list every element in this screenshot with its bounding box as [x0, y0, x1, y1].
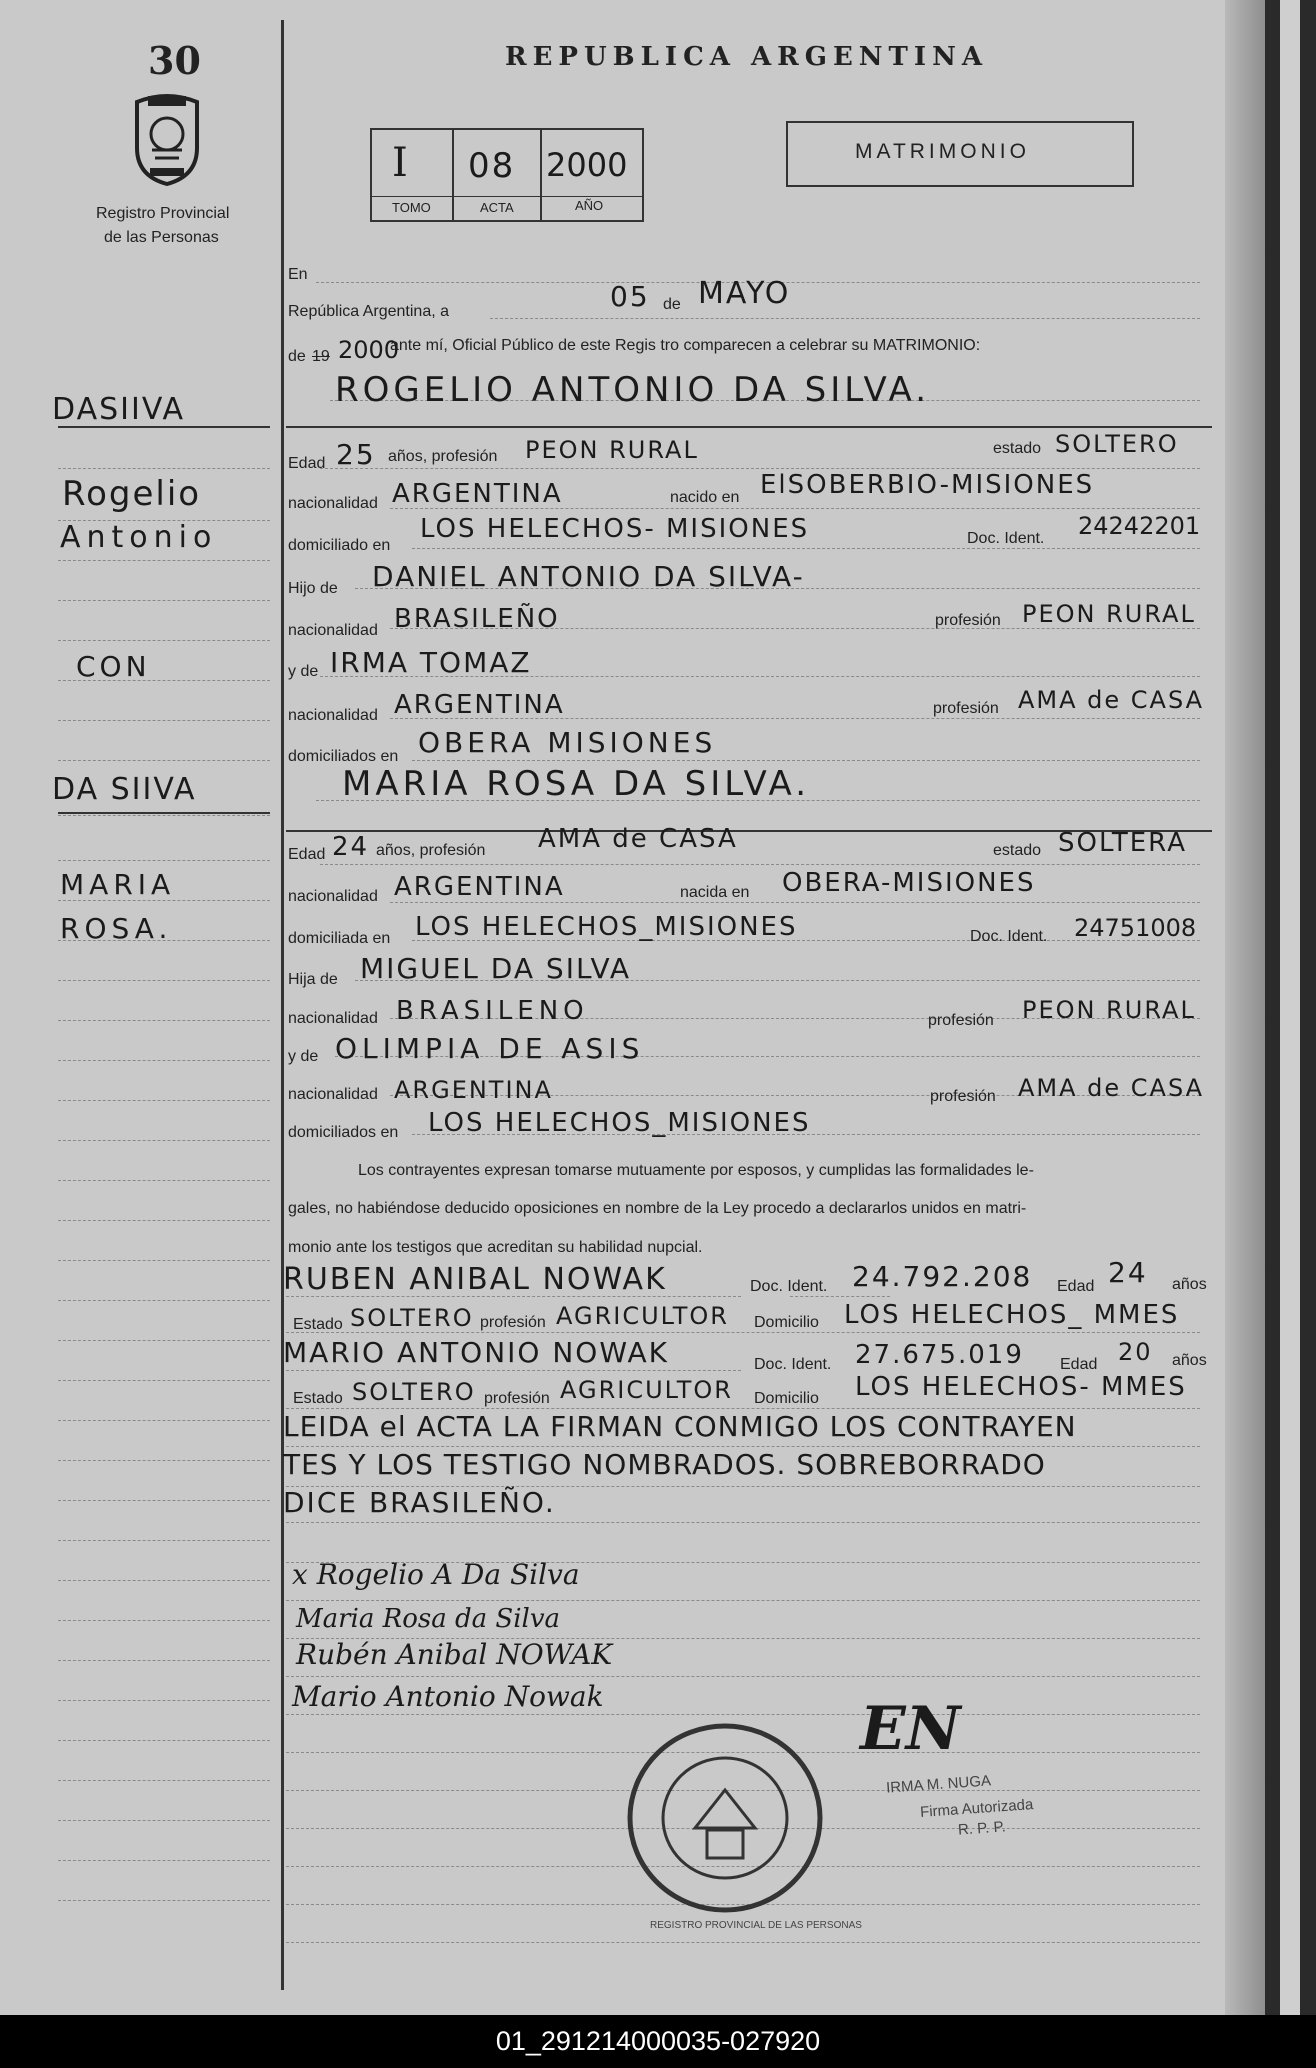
marriage-month: MAYO [698, 276, 791, 311]
bride-padre-nac-label: nacionalidad [288, 1010, 378, 1027]
year-struck: 19 [312, 348, 330, 365]
groom-doms: OBERA MISIONES [418, 726, 717, 759]
groom-padre-prof: PEON RURAL [1022, 600, 1196, 628]
witness2-prof-label: profesión [484, 1390, 550, 1407]
groom-nac-label: nacionalidad [288, 495, 378, 512]
bride-doc-label: Doc. Ident. [970, 928, 1048, 945]
bride-madre-prof: AMA de CASA [1018, 1074, 1205, 1102]
groom-edad-label: Edad [288, 455, 326, 472]
margin-given-1b: Antonio [60, 520, 218, 555]
official-name: IRMA M. NUGA [885, 1772, 992, 1797]
bride-padre-nac: BRASILENO [396, 996, 589, 1026]
bride-nac-label: nacionalidad [288, 888, 378, 905]
witness2-doc: 27.675.019 [855, 1340, 1024, 1370]
witness2-name: MARIO ANTONIO NOWAK [283, 1336, 670, 1369]
bride-edad: 24 [332, 832, 370, 862]
tomo-value: I [392, 140, 410, 186]
bride-profesion: AMA de CASA [538, 824, 738, 854]
marriage-year: 2000 [338, 336, 400, 364]
official-title: Firma Autorizada [919, 1796, 1034, 1821]
bride-doms-label: domiciliados en [288, 1124, 399, 1141]
next-page-edge [1280, 0, 1300, 2015]
groom-nacido-label: nacido en [670, 489, 740, 506]
groom-padre-prof-label: profesión [935, 612, 1001, 629]
groom-nacionalidad: ARGENTINA [392, 479, 563, 509]
groom-estado-label: estado [993, 440, 1042, 457]
witness1-name: RUBEN ANIBAL NOWAK [283, 1262, 667, 1297]
bride-doc: 24751008 [1074, 914, 1197, 942]
bride-signature: Maria Rosa da Silva [296, 1604, 561, 1634]
groom-padre-nac: BRASILEÑO [394, 604, 560, 634]
bride-dom-label: domiciliada en [288, 930, 391, 947]
groom-doc: 24242201 [1078, 512, 1201, 540]
record-type: MATRIMONIO [855, 140, 1030, 163]
margin-divider [281, 20, 284, 1990]
bride-padre-prof: PEON RURAL [1022, 996, 1196, 1024]
acta-label: ACTA [480, 200, 514, 215]
page-shadow [1225, 0, 1265, 2015]
groom-yde-label: y de [288, 663, 319, 680]
intro-text: ante mí, Oficial Público de este Regis tro comparecen a celebrar su MATRIMONIO: [390, 337, 981, 354]
witness1-signature: Rubén Anibal NOWAK [296, 1638, 613, 1671]
tomo-label: TOMO [392, 200, 431, 215]
ano-value: 2000 [546, 146, 628, 184]
groom-madre-nac: ARGENTINA [394, 690, 565, 720]
statement-line-2: gales, no habiéndose deducido oposiciones en nombre de la Ley procedo a declararlos unidos en matri- [288, 1200, 1027, 1217]
witness2-estado-label: Estado [293, 1390, 343, 1407]
groom-hijo-label: Hijo de [288, 580, 338, 597]
bride-name: MARIA ROSA DA SILVA. [342, 764, 810, 804]
margin-given-2b: ROSA. [60, 912, 173, 945]
province-seal-icon [122, 88, 212, 188]
witness1-doc: 24.792.208 [852, 1260, 1033, 1293]
margin-surname-2: DA SIIVA [52, 772, 197, 807]
witness2-edad: 20 [1118, 1338, 1153, 1366]
groom-madre-nac-label: nacionalidad [288, 707, 378, 724]
registry-stamp [625, 1718, 825, 1918]
groom-name: ROGELIO ANTONIO DA SILVA. [335, 370, 931, 410]
stamp-text: REGISTRO PROVINCIAL DE LAS PERSONAS [650, 1920, 862, 1931]
witness1-estado-label: Estado [293, 1316, 343, 1333]
witness1-domicilio: LOS HELECHOS_ MMES [844, 1300, 1180, 1330]
de-label: de [663, 296, 681, 313]
witness2-domicilio: LOS HELECHOS- MMES [855, 1372, 1187, 1402]
country-title: REPUBLICA ARGENTINA [505, 42, 989, 72]
closing-line-3: DICE BRASILEÑO. [283, 1486, 556, 1519]
witness1-anos-label: años [1172, 1276, 1207, 1293]
bride-domicilio: LOS HELECHOS_MISIONES [415, 912, 798, 942]
witness1-profesion: AGRICULTOR [556, 1302, 729, 1330]
groom-anos-label: años, profesión [388, 448, 498, 465]
witness2-doc-label: Doc. Ident. [754, 1356, 832, 1373]
bride-madre-prof-label: profesión [930, 1088, 996, 1105]
witness2-edad-label: Edad [1060, 1356, 1098, 1373]
bride-nacida: OBERA-MISIONES [782, 868, 1036, 898]
groom-dom-label: domiciliado en [288, 537, 391, 554]
bride-estado: SOLTERA [1058, 828, 1187, 858]
ano-label: AÑO [575, 198, 604, 213]
groom-madre: IRMA TOMAZ [330, 646, 532, 679]
closing-line-1: LEIDA el ACTA LA FIRMAN CONMIGO LOS CONTRAYEN [283, 1410, 1077, 1443]
bride-anos-label: años, profesión [376, 842, 486, 859]
marriage-day: 05 [610, 280, 650, 313]
statement-line-1: Los contrayentes expresan tomarse mutuamente por esposos, y cumplidas las formalidades le- [358, 1162, 1034, 1179]
margin-surname-1: DASIIVA [52, 392, 185, 427]
statement-line-3: monio ante los testigos que acreditan su habilidad nupcial. [288, 1239, 703, 1256]
groom-domicilio: LOS HELECHOS- MISIONES [420, 514, 810, 544]
groom-profesion: PEON RURAL [525, 436, 699, 464]
official-signature: EN [860, 1694, 961, 1764]
bride-hija-label: Hija de [288, 971, 338, 988]
witness1-dom-label: Domicilio [754, 1314, 819, 1331]
groom-padre: DANIEL ANTONIO DA SILVA- [372, 560, 805, 593]
witness2-anos-label: años [1172, 1352, 1207, 1369]
bride-yde-label: y de [288, 1048, 319, 1065]
en-label: En [288, 266, 308, 283]
page-number: 30 [148, 38, 201, 83]
closing-line-2: TES Y LOS TESTIGO NOMBRADOS. SOBREBORRADO [283, 1448, 1046, 1481]
witness1-estado: SOLTERO [350, 1304, 474, 1332]
margin-given-2a: MARIA [60, 868, 176, 901]
bride-padre: MIGUEL DA SILVA [360, 952, 631, 985]
image-id-footer: 01_291214000035-027920 [0, 2015, 1316, 2068]
groom-doms-label: domiciliados en [288, 748, 399, 765]
republica-label: República Argentina, a [288, 303, 449, 320]
registry-name-2: de las Personas [104, 229, 219, 246]
acta-value: 08 [468, 146, 516, 186]
witness1-prof-label: profesión [480, 1314, 546, 1331]
witness1-edad: 24 [1108, 1256, 1148, 1289]
witness2-dom-label: Domicilio [754, 1390, 819, 1407]
bride-madre: OLIMPIA DE ASIS [335, 1032, 645, 1065]
bride-estado-label: estado [993, 842, 1042, 859]
margin-con: CON [76, 650, 151, 683]
bride-nacionalidad: ARGENTINA [394, 872, 565, 902]
groom-doc-label: Doc. Ident. [967, 530, 1045, 547]
de2-label: de [288, 348, 306, 365]
groom-madre-prof: AMA de CASA [1018, 686, 1205, 714]
bride-edad-label: Edad [288, 846, 326, 863]
witness2-profesion: AGRICULTOR [560, 1376, 733, 1404]
groom-estado: SOLTERO [1055, 430, 1179, 458]
witness2-estado: SOLTERO [352, 1378, 476, 1406]
witness1-doc-label: Doc. Ident. [750, 1278, 828, 1295]
official-code: R. P. P. [957, 1818, 1007, 1839]
groom-madre-prof-label: profesión [933, 700, 999, 717]
registry-name: Registro Provincial [96, 205, 230, 222]
bride-padre-prof-label: profesión [928, 1012, 994, 1029]
margin-given-1a: Rogelio [62, 474, 202, 514]
bride-madre-nac: ARGENTINA [394, 1076, 553, 1104]
groom-signature: x Rogelio A Da Silva [292, 1558, 580, 1591]
groom-padre-nac-label: nacionalidad [288, 622, 378, 639]
bride-doms: LOS HELECHOS_MISIONES [428, 1108, 811, 1138]
witness1-edad-label: Edad [1057, 1278, 1095, 1295]
bride-nacida-label: nacida en [680, 884, 750, 901]
bride-madre-nac-label: nacionalidad [288, 1086, 378, 1103]
groom-nacido: ElSOBERBIO-MISIONES [760, 470, 1095, 500]
witness2-signature: Mario Antonio Nowak [292, 1680, 604, 1713]
groom-edad: 25 [336, 438, 376, 471]
